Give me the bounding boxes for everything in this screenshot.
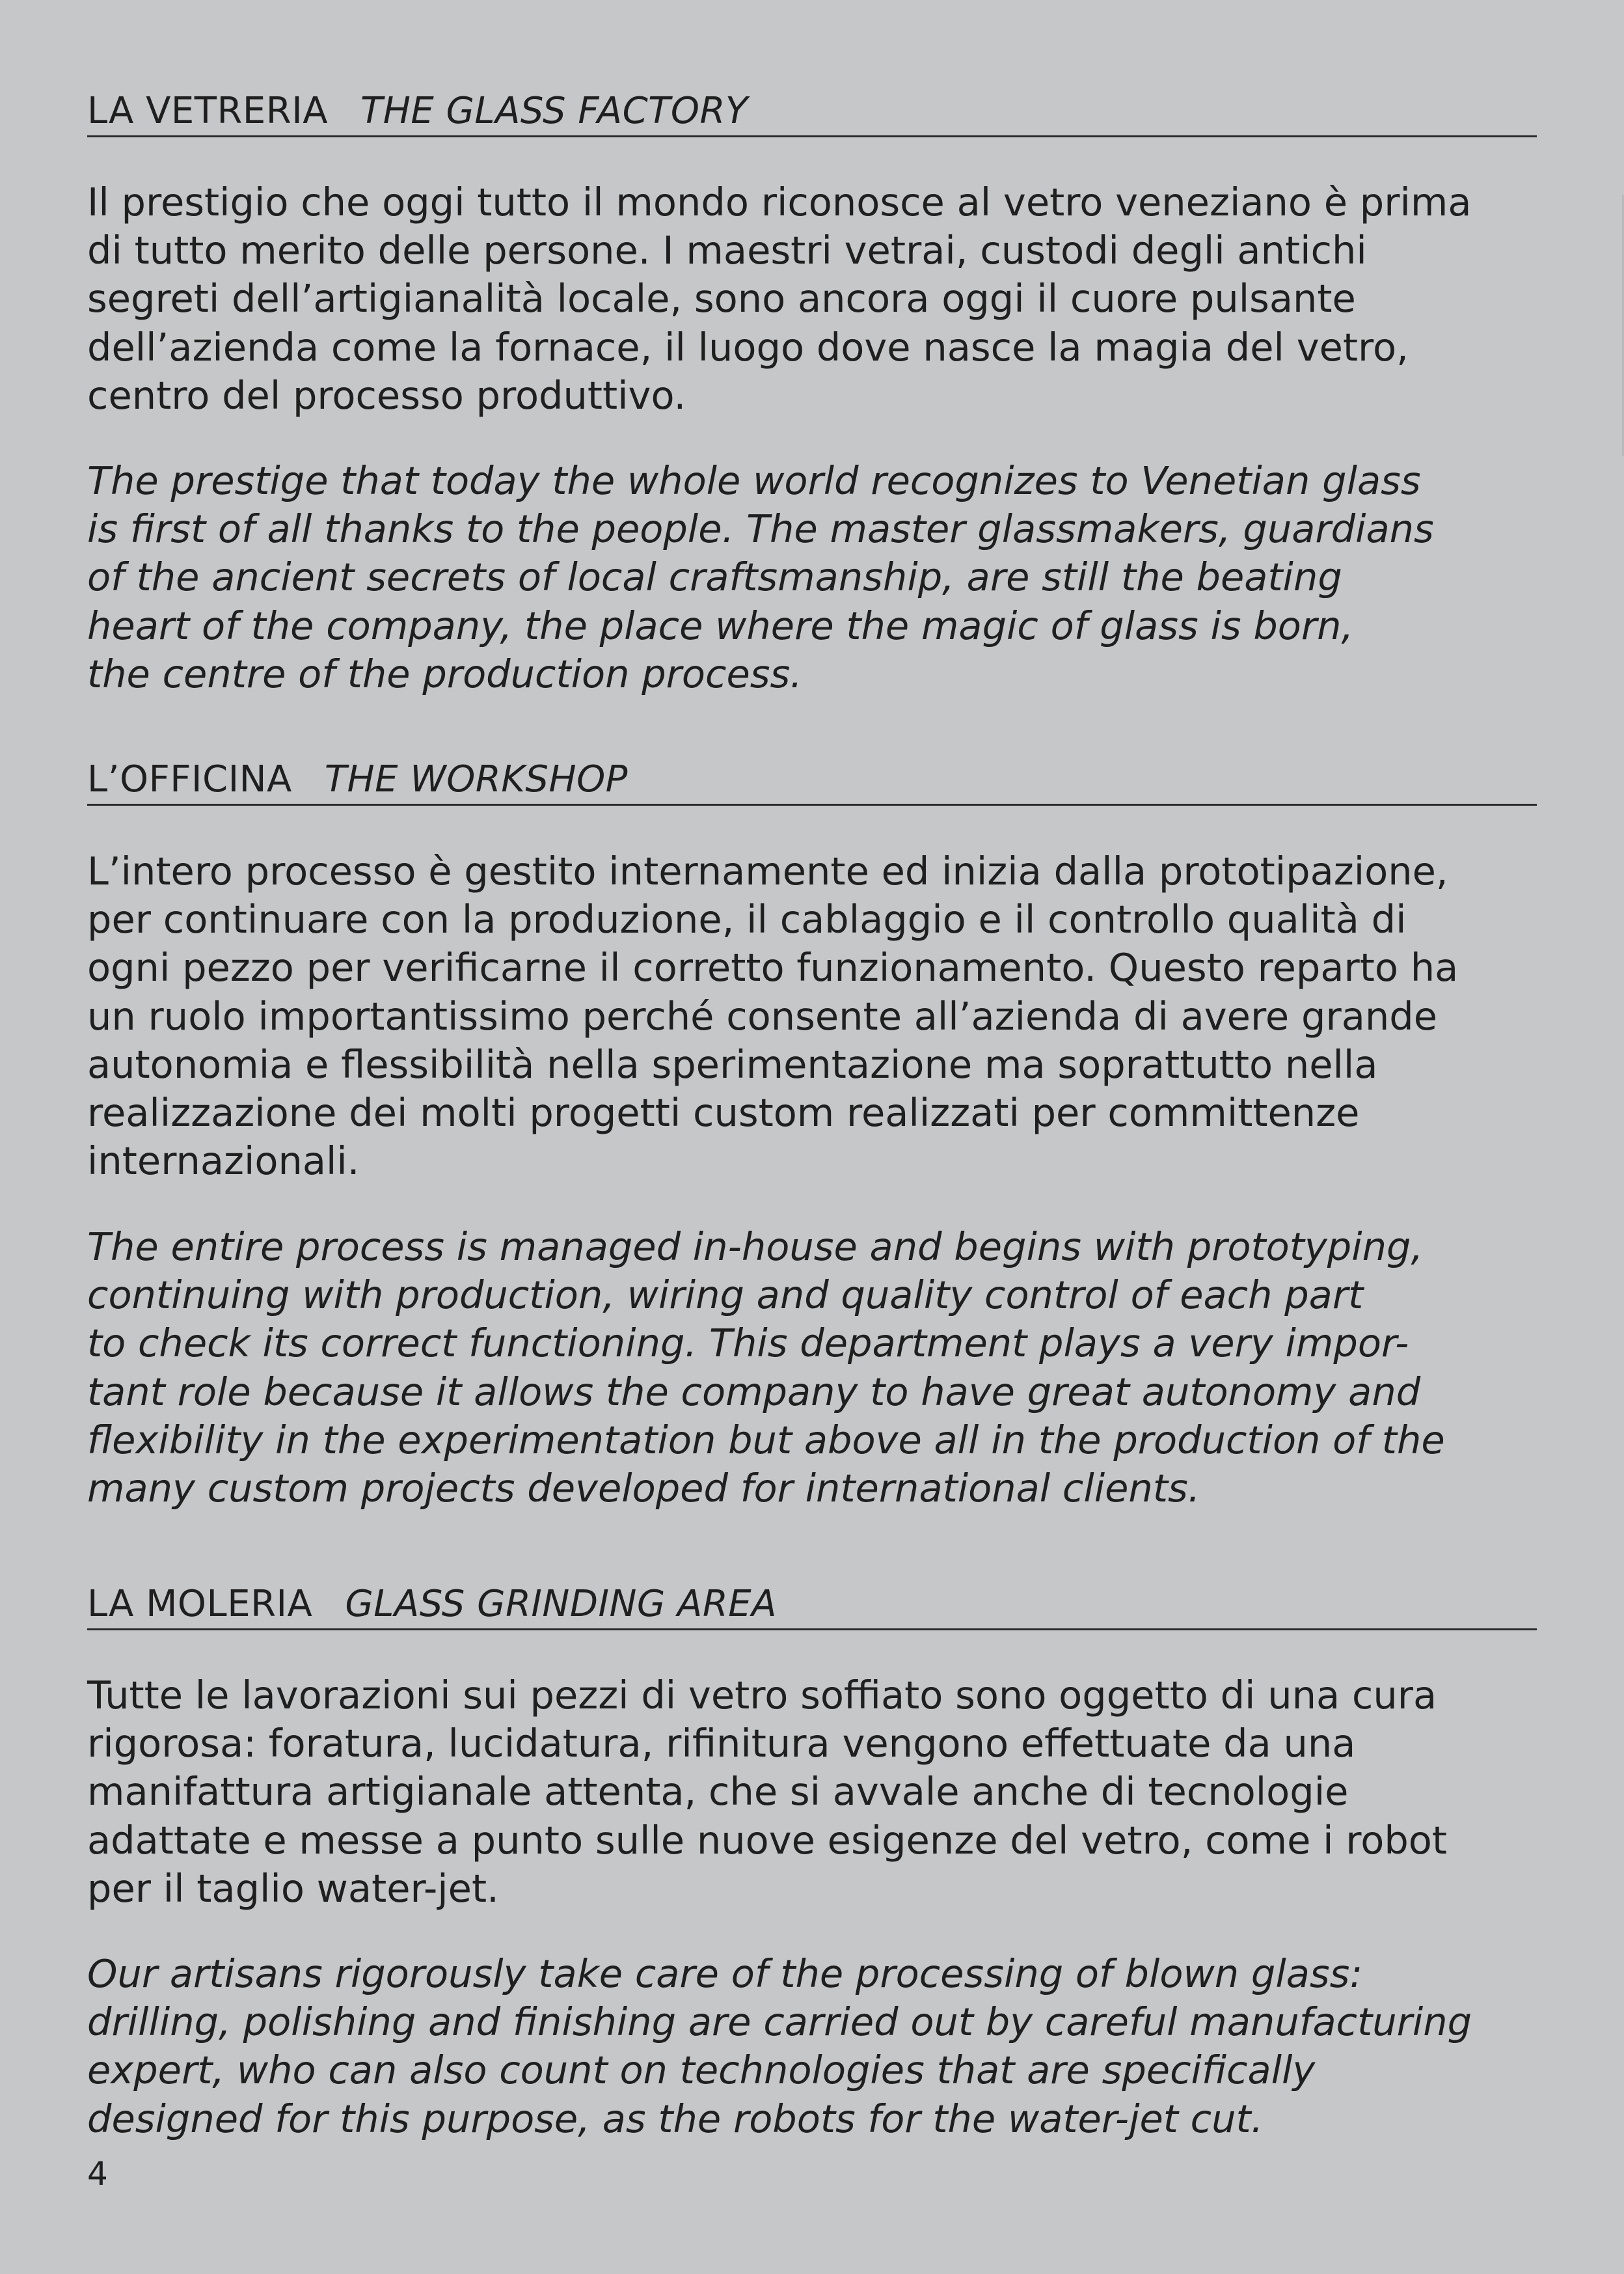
text-line: Our artisans rigorously take care of the processing of blown glass: [87, 1951, 1363, 1996]
text-line: segreti dell’artigianalità locale, sono ancora oggi il cuore pulsante [87, 276, 1356, 322]
text-line: per continuare con la produzione, il cablaggio e il controllo qualità di [87, 897, 1407, 942]
text-line: the centre of the production process. [87, 651, 802, 696]
text-line: heart of the company, the place where the magic of glass is born, [87, 603, 1354, 648]
section-title-english: THE WORKSHOP [324, 758, 628, 801]
paragraph-english [87, 1950, 1537, 2143]
page-number: 4 [87, 2155, 108, 2193]
section-title: LA VETRERIA [87, 90, 329, 132]
text-line: rigorosa: foratura, lucidatura, rifinitura vengono effettuate da una [87, 1721, 1356, 1766]
document-page [87, 0, 1537, 2274]
text-line: many custom projects developed for international clients. [87, 1466, 1200, 1511]
section-heading-glass-grinding [87, 1582, 1537, 1630]
paragraph-english [87, 1223, 1537, 1513]
paragraph-italian [87, 847, 1537, 1185]
paragraph-english [87, 457, 1537, 698]
text-line: di tutto merito delle persone. I maestri vetrai, custodi degli antichi [87, 228, 1367, 273]
text-line: continuing with production, wiring and quality control of each part [87, 1272, 1364, 1318]
text-line: The prestige that today the whole world recognizes to Venetian glass [87, 458, 1421, 503]
section-title-english: GLASS GRINDING AREA [345, 1583, 777, 1625]
text-line: per il taglio water-jet. [87, 1865, 499, 1911]
text-line: centro del processo produttivo. [87, 372, 686, 418]
section-title: L’OFFICINA [87, 758, 292, 801]
text-line: flexibility in the experimentation but above all in the production of the [87, 1417, 1445, 1462]
paragraph-italian [87, 1671, 1537, 1913]
text-line: expert, who can also count on technologies that are specifically [87, 2048, 1316, 2093]
text-line: un ruolo importantissimo perché consente all’azienda di avere grande [87, 993, 1437, 1039]
section-heading-workshop [87, 757, 1537, 806]
text-line: tant role because it allows the company to have great autonomy and [87, 1369, 1421, 1414]
text-line: Il prestigio che oggi tutto il mondo riconosce al vetro veneziano è prima [87, 180, 1472, 225]
paragraph-italian [87, 178, 1537, 420]
section-title-english: THE GLASS FACTORY [360, 90, 748, 132]
text-line: L’intero processo è gestito internamente ed inizia dalla prototipazione, [87, 849, 1448, 894]
section-title: LA MOLERIA [87, 1583, 313, 1625]
text-line: is first of all thanks to the people. The master glassmakers, guardians [87, 506, 1434, 552]
text-line: designed for this purpose, as the robots for the water-jet cut. [87, 2096, 1264, 2141]
section-heading-glass-factory [87, 89, 1537, 137]
text-line: Tutte le lavorazioni sui pezzi di vetro soffiato sono oggetto di una cura [87, 1673, 1437, 1718]
text-line: to check its correct functioning. This department plays a very impor- [87, 1321, 1409, 1366]
text-line: drilling, polishing and finishing are carried out by careful manufacturing [87, 1999, 1472, 2045]
text-line: of the ancient secrets of local craftsmanship, are still the beating [87, 555, 1342, 600]
text-line: autonomia e flessibilità nella sperimentazione ma soprattutto nella [87, 1041, 1378, 1087]
text-line: ogni pezzo per verificarne il corretto funzionamento. Questo reparto ha [87, 945, 1459, 991]
text-line: manifattura artigianale attenta, che si avvale anche di tecnologie [87, 1769, 1349, 1815]
text-line: adattate e messe a punto sulle nuove esigenze del vetro, come i robot [87, 1817, 1448, 1863]
text-line: internazionali. [87, 1138, 360, 1184]
text-line: dell’azienda come la fornace, il luogo dove nasce la magia del vetro, [87, 324, 1409, 370]
text-line: realizzazione dei molti progetti custom realizzati per committenze [87, 1090, 1360, 1136]
text-line: The entire process is managed in-house and begins with prototyping, [87, 1224, 1424, 1269]
